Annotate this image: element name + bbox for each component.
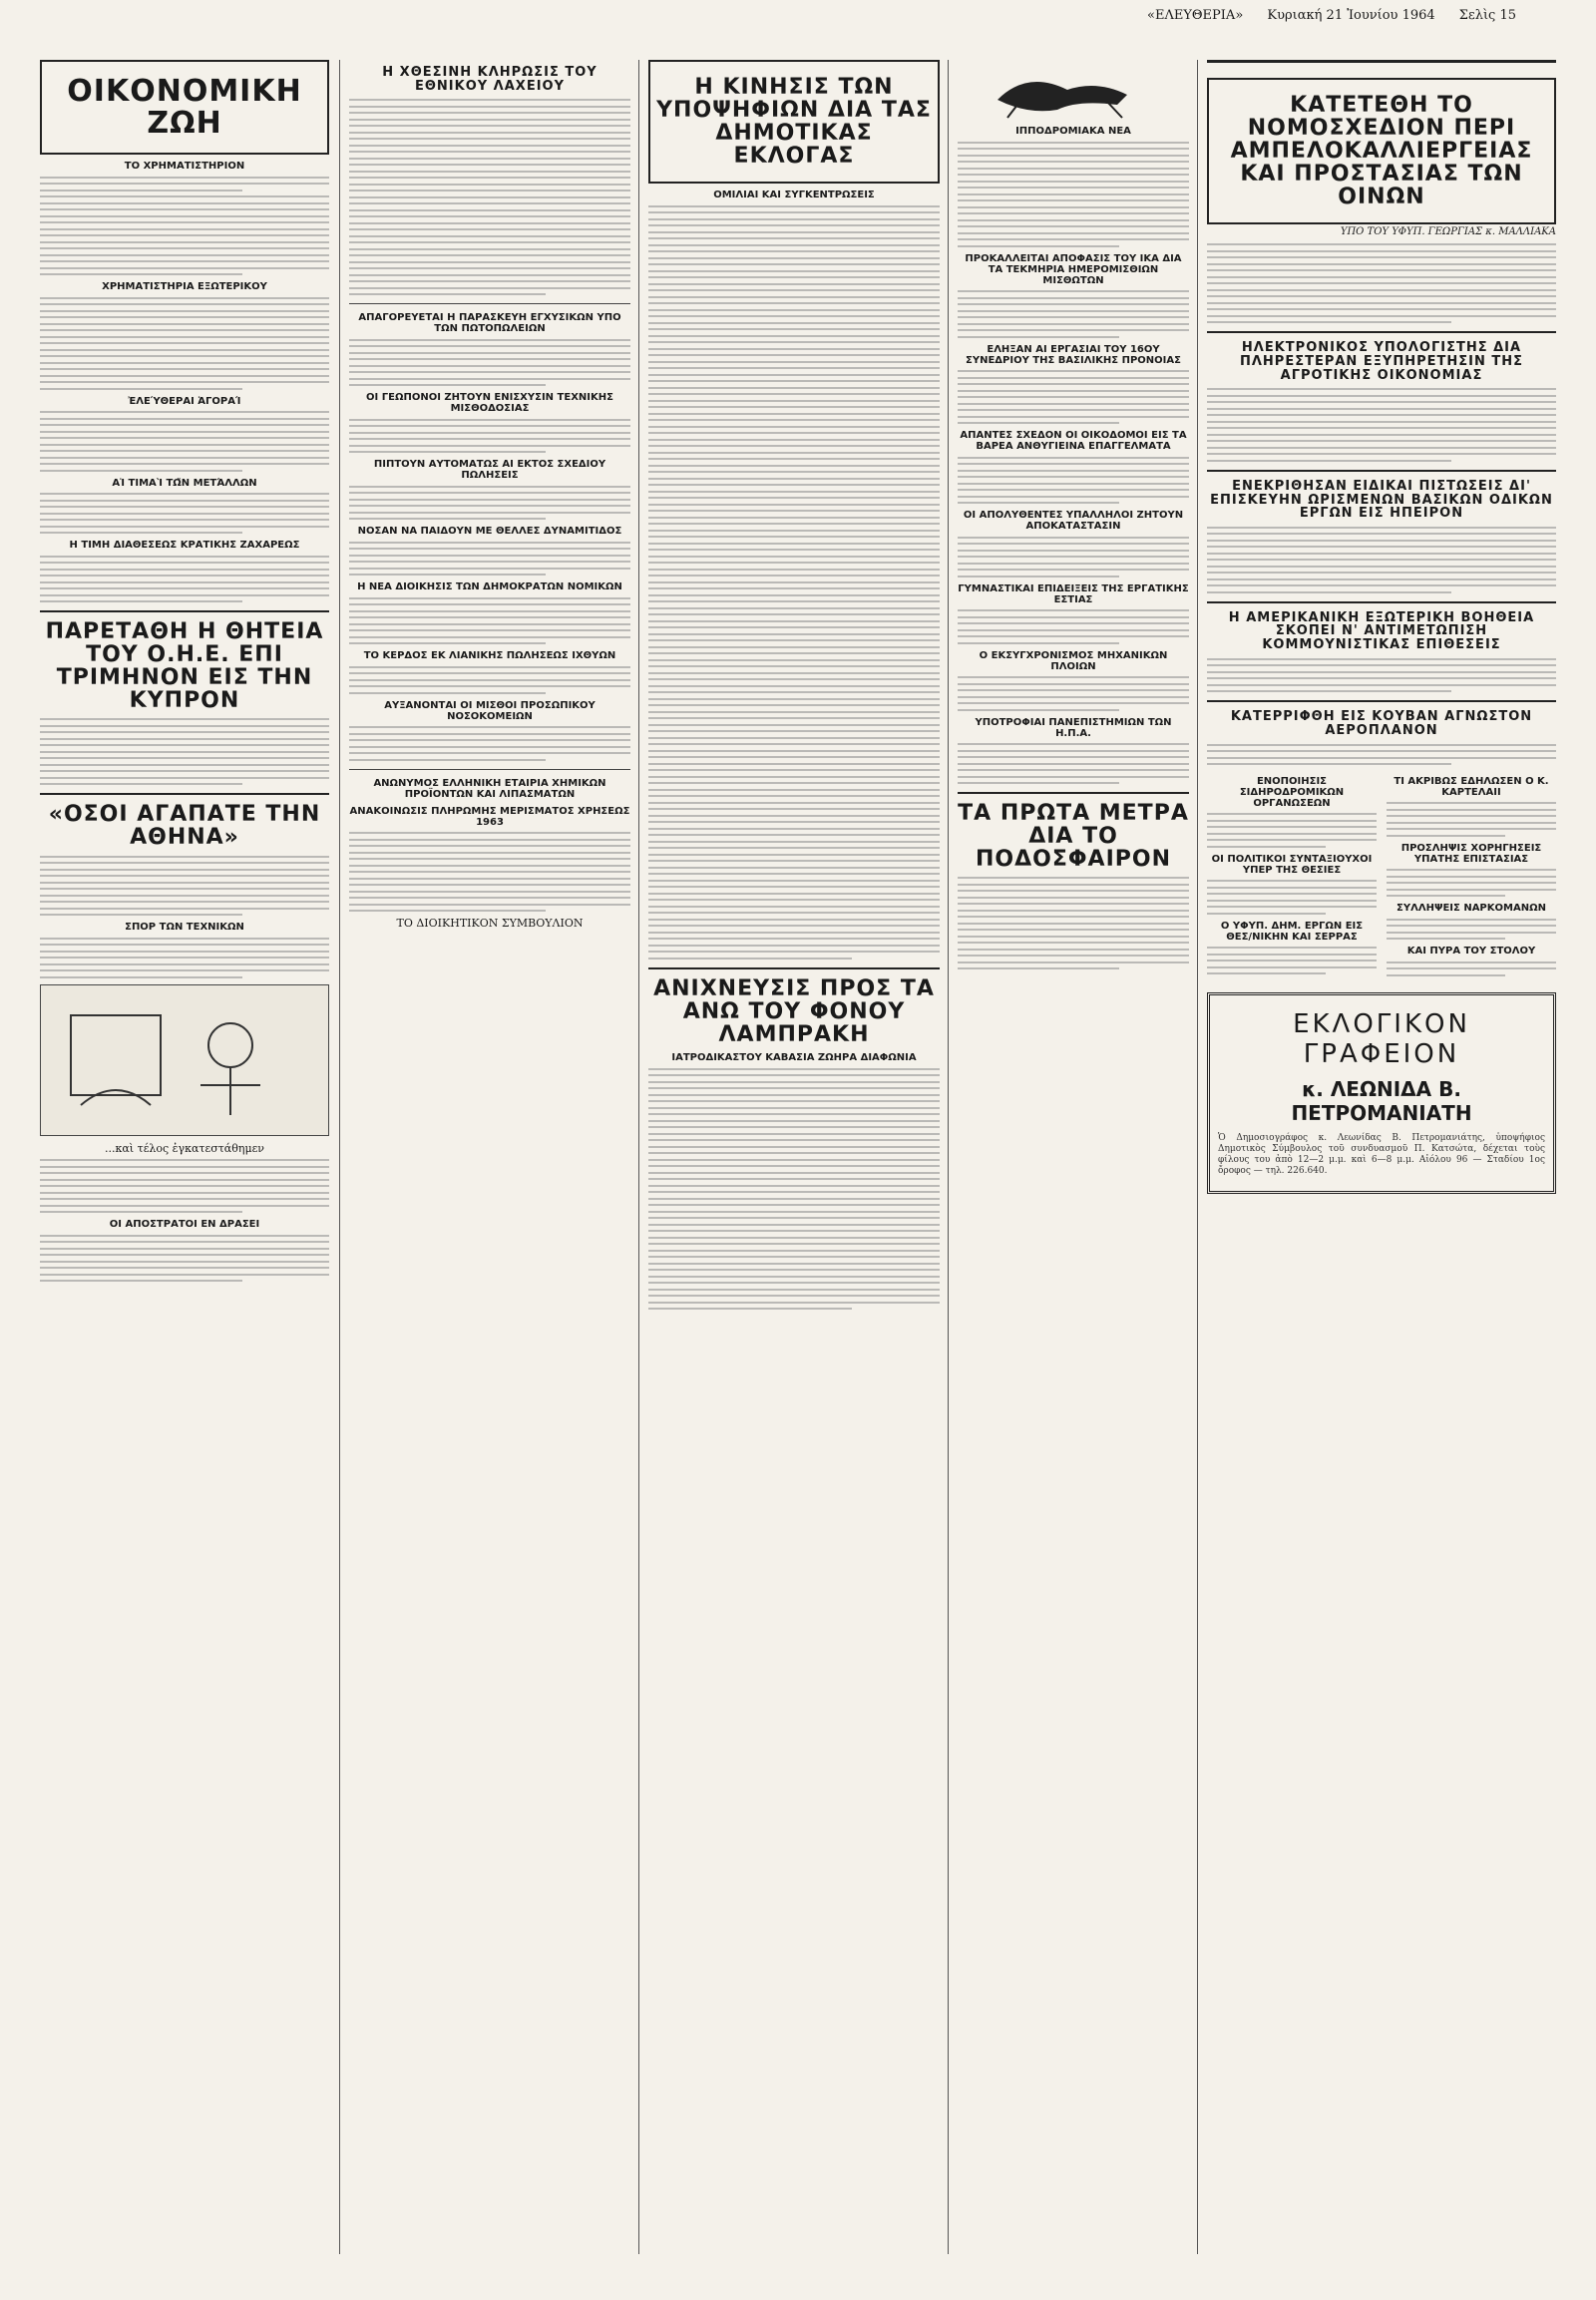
column-politics [1207,60,1556,2254]
article-text [349,486,630,521]
article-text [958,370,1189,424]
subhead-coroner: ΙΑΤΡΟΔΙΚΑΣΤΟΥ ΚΑΒΑΣΙΑ ΖΩΗΡΑ ΔΙΑΦΩΝΙΑ [671,1052,917,1064]
article-text [40,1235,329,1283]
ad-title: ΕΚΛΟΓΙΚΟΝ ΓΡΑΦΕΙΟΝ [1293,1009,1470,1070]
subhead-sugar-price: Η ΤΙΜΗ ΔΙΑΘΕΣΕΩΣ ΚΡΑΤΙΚΗΣ ΖΑΧΑΡΕΩΣ [69,540,300,551]
subhead-free-markets: ἘΛΕΎΘΕΡΑΙ ἈΓΟΡΑΊ [128,395,241,407]
headline-athens: «ΟΣΟΙ ΑΓΑΠΑΤΕ ΤΗΝ ΑΘΗΝΑ» [48,802,321,851]
subhead-lawyers: Η ΝΕΑ ΔΙΟΙΚΗΣΙΣ ΤΩΝ ΔΗΜΟΚΡΑΤΩΝ ΝΟΜΙΚΩΝ [357,581,622,593]
article-text [40,938,329,978]
article-text [958,743,1189,784]
article-text [40,177,329,192]
headline-un-cyprus: ΠΑΡΕΤΑΘΗ Η ΘΗΤΕΙΑ ΤΟΥ Ο.Η.Ε. ΕΠΙ ΤΡΙΜΗΝΟΝ ΕΙΣ ΤΗΝ ΚΥΠΡΟΝ [45,619,324,714]
masthead-paper: «ΕΛΕΥΘΕΡΙΑ» [1147,8,1244,23]
subhead-metal-prices: ΑἹ ΤΙΜΑῚ ΤΩ͂Ν ΜΕΤΆΛΛΩΝ [112,477,257,489]
byline: ΥΠΟ ΤΟΥ ΥΦΥΠ. ΓΕΩΡΓΙΑΣ κ. ΜΑΛΛΙΑΚΑ [1340,226,1556,238]
separator [349,769,630,770]
two-column-block [1207,770,1556,981]
subhead-agronomists: ΟΙ ΓΕΩΠΟΝΟΙ ΖΗΤΟΥΝ ΕΝΙΣΧΥΣΙΝ ΤΕΧΝΙΚΗΣ ΜΙΣΘΟΔΟΣΙΑΣ [366,392,613,415]
subhead-tavern-ban: ΑΠΑΓΟΡΕΥΕΤΑΙ Η ΠΑΡΑΣΚΕΥΗ ΕΓΧΥΣΙΚΩΝ ΥΠΟ ΤΩΝ ΠΩΤΟΠΩΛΕΙΩΝ [358,312,621,335]
subhead-speeches: ΟΜΙΛΙΑΙ ΚΑΙ ΣΥΓΚΕΝΤΡΩΣΕΙΣ [713,190,875,201]
column-rule [948,60,949,2254]
cartoon-drawing [41,985,328,1135]
subhead-pensioners: ΟΙ ΠΟΛΙΤΙΚΟΙ ΣΥΝΤΑΞΙΟΥΧΟΙ ΥΠΕΡ ΤΗΣ ΘΕΣΙΕΣ [1211,853,1373,876]
article-text [958,676,1189,711]
article-text [349,726,630,761]
article-text [1387,919,1556,941]
newspaper-page [40,60,1556,2254]
cartoon-caption: ...καὶ τέλος ἐγκατεστάθημεν [105,1141,264,1155]
article-text [40,1159,329,1213]
lottery-table [349,99,630,295]
subhead-welfare-congress: ΕΛΗΞΑΝ ΑΙ ΕΡΓΑΣΙΑΙ ΤΟΥ 16ΟΥ ΣΥΝΕΔΡΙΟΥ ΤΗΣ ΒΑΣΙΛΙΚΗΣ ΠΡΟΝΟΙΑΣ [966,343,1181,366]
separator [349,303,630,304]
subhead-dividend: ΑΝΑΚΟΙΝΩΣΙΣ ΠΛΗΡΩΜΗΣ ΜΕΡΙΣΜΑΤΟΣ ΧΡΗΣΕΩΣ 1963 [349,805,630,828]
subhead-kartelai: ΤΙ ΑΚΡΙΒΩΣ ΕΔΗΛΩΣΕΝ Ο Κ. ΚΑΡΤΕΛΑΙΙ [1394,775,1549,798]
article-text [349,832,630,912]
article-text [1387,869,1556,897]
separator [958,792,1189,794]
horse-racing-icon [958,60,1187,120]
horse-racing-logo [958,60,1189,120]
subhead-veterans: ΟΙ ΑΠΟΣΤΡΑΤΟΙ ΕΝ ΔΡΑΣΕΙ [109,1219,260,1231]
subhead-gymnastics: ΓΥΜΝΑΣΤΙΚΑΙ ΕΠΙΔΕΙΞΕΙΣ ΤΗΣ ΕΡΓΑΤΙΚΗΣ ΕΣΤΙΑΣ [958,582,1189,605]
separator [1207,470,1556,472]
subhead-deputy-minister: Ο ΥΦΥΠ. ΔΗΜ. ΕΡΓΩΝ ΕΙΣ ΘΕΣ/ΝΙΚΗΝ ΚΑΙ ΣΕΡΡΑΣ [1220,920,1364,943]
subhead-fleet-fire: ΚΑΙ ΠΥΡΑ ΤΟΥ ΣΤΟΛΟΥ [1406,946,1536,958]
headline-box [1207,78,1556,224]
article-text [349,542,630,576]
article-text [349,419,630,454]
subhead-drug-arrests: ΣΥΛΛΗΨΕΙΣ ΝΑΡΚΟΜΑΝΩΝ [1396,903,1546,915]
headline-lambrakis: ΑΝΙΧΝΕΥΣΙΣ ΠΡΟΣ ΤΑ ΑΝΩ ΤΟΥ ΦΟΝΟΥ ΛΑΜΠΡΑΚΗ [653,975,935,1048]
article-text [958,457,1189,505]
article-text [40,718,329,785]
board-signature: ΤΟ ΔΙΟΙΚΗΤΙΚΟΝ ΣΥΜΒΟΥΛΙΟΝ [396,916,584,930]
subhead-ship-engineers: Ο ΕΚΣΥΓΧΡΟΝΙΣΜΟΣ ΜΗΧΑΝΙΚΩΝ ΠΛΟΙΩΝ [979,649,1168,672]
article-text [648,1068,940,1311]
article-text [1207,388,1556,462]
header-bar [1207,60,1556,63]
article-text [1207,947,1377,974]
article-text [1207,744,1556,766]
column-rule [339,60,340,2254]
headline-epirus-roads: ΕΝΕΚΡΙΘΗΣΑΝ ΕΙΔΙΚΑΙ ΠΙΣΤΩΣΕΙΣ ΔΙ' ΕΠΙΣΚΕΥΗΝ ΩΡΙΣΜΕΝΩΝ ΒΑΣΙΚΩΝ ΟΔΙΚΩΝ ΕΡΓΩΝ ΕΙΣ ΗΠΕΙΡΟΝ [1210,478,1553,522]
subhead-dismissed-staff: ΟΙ ΑΠΟΛΥΘΕΝΤΕΣ ΥΠΑΛΛΗΛΟΙ ΖΗΤΟΥΝ ΑΠΟΚΑΤΑΣΤΑΣΙΝ [963,510,1184,532]
subhead-stock-exchange: ΤΟ ΧΡΗΜΑΤΙΣΤΗΡΙΟΝ [124,161,245,172]
subhead-hospital-staff: ΑΥΞΑΝΟΝΤΑΙ ΟΙ ΜΙΣΘΟΙ ΠΡΟΣΩΠΙΚΟΥ ΝΟΣΟΚΟΜΕΙΩΝ [384,699,596,722]
separator [40,793,329,795]
article-text [648,205,940,959]
article-text [1207,658,1556,693]
ad-text: Ὁ Δημοσιογράφος κ. Λεωνίδας Β. Πετρομανιάτης, ὑποψήφιος Δημοτικὸς Σύμβουλος τοῦ συνδυασμοῦ Π. Κατσώτα, δέχεται τοὺς φίλους του ἀπὸ 12—2 μ.μ. καὶ 6—8 μ.μ. Αἰόλου 96 — Σταδίου 1ος ὄροφος — τηλ. 226.640. [1218,1133,1545,1177]
separator [648,967,940,969]
article-text [349,597,630,645]
article-text [958,142,1189,247]
subhead-builders: ΑΠΑΝΤΕΣ ΣΧΕΔΟΝ ΟΙ ΟΙΚΟΔΟΜΟΙ ΕΙΣ ΤΑ ΒΑΡΕΑ ΑΝΘΥΓΙΕΙΝΑ ΕΠΑΓΓΕΛΜΑΤΑ [960,430,1187,452]
article-text [1207,527,1556,593]
separator [40,610,329,612]
subhead-racing: ΙΠΠΟΔΡΟΜΙΑΚΑ ΝΕΑ [1015,126,1131,137]
article-text [349,339,630,387]
article-text [40,411,329,472]
article-text [1207,813,1377,848]
article-text [1207,243,1556,323]
article-text [1207,880,1377,915]
subhead-ika: ΠΡΟΚΑΛΛΕΙΤΑΙ ΑΠΟΦΑΣΙΣ ΤΟΥ ΙΚΑ ΔΙΑ ΤΑ ΤΕΚΜΗΡΙΑ ΗΜΕΡΟΜΙΣΘΙΩΝ ΜΙΣΘΩΤΩΝ [965,252,1182,286]
article-text [349,666,630,694]
headline-wine-law: ΚΑΤΕΤΕΘΗ ΤΟ ΝΟΜΟΣΧΕΔΙΟΝ ΠΕΡΙ ΑΜΠΕΛΟΚΑΛΛΙΕΡΓΕΙΑΣ ΚΑΙ ΠΡΟΣΤΑΣΙΑΣ ΤΩΝ ΟΙΝΩΝ [1230,93,1533,210]
ad-name: κ. ΛΕΩΝΙΔΑ Β. ΠΕΤΡΟΜΑΝΙΑΤΗ [1291,1077,1472,1126]
column-economy [40,60,329,2254]
column-rule [638,60,639,2254]
subhead-technicians: ΣΠΟΡ ΤΩΝ ΤΕΧΝΙΚΩΝ [125,922,244,934]
section-title-box [40,60,329,155]
article-text [958,609,1189,644]
headline-candidates: Η ΚΙΝΗΣΙΣ ΤΩΝ ΥΠΟΨΗΦΙΩΝ ΔΙΑ ΤΑΣ ΔΗΜΟΤΙΚΑΣ ΕΚΛΟΓΑΣ [656,75,932,170]
subhead-dynamite: ΝΟΣΑΝ ΝΑ ΠΑΙΔΟΥΝ ΜΕ ΘΕΛΛΕΣ ΔΥΝΑΜΙΤΙΔΟΣ [357,526,622,538]
article-text [958,290,1189,338]
section-title: ΟΙΚΟΝΟΜΙΚΗ ΖΩΗ [67,74,302,141]
subhead-sales: ΠΙΠΤΟΥΝ ΑΥΤΟΜΑΤΩΣ ΑΙ ΕΚΤΟΣ ΣΧΕΔΙΟΥ ΠΩΛΗΣΕΙΣ [373,459,606,482]
headline-cuba-plane: ΚΑΤΕΡΡΙΦΘΗ ΕΙΣ ΚΟΥΒΑΝ ΑΓΝΩΣΤΟΝ ΑΕΡΟΠΛΑΝΟΝ [1230,709,1533,738]
article-text [40,493,329,534]
article-text [40,556,329,603]
article-text [958,877,1189,969]
headline-football: ΤΑ ΠΡΩΤΑ ΜΕΤΡΑ ΔΙΑ ΤΟ ΠΟΔΟΣΦΑΙΡΟΝ [958,801,1189,873]
article-text [40,856,329,917]
stats-table [40,195,329,275]
subhead-foreign-exchanges: ΧΡΗΜΑΤΙΣΤΗΡΙΑ ΕΞΩΤΕΡΙΚΟΥ [102,281,267,292]
cartoon [40,984,329,1136]
masthead-page: Σελὶς 15 [1458,8,1516,23]
subhead-scholarships: ΥΠΟΤΡΟΦΙΑΙ ΠΑΝΕΠΙΣΤΗΜΙΩΝ ΤΩΝ Η.Π.Α. [975,716,1172,739]
subhead-fish: ΤΟ ΚΕΡΔΟΣ ΕΚ ΛΙΑΝΙΚΗΣ ΠΩΛΗΣΕΩΣ ΙΧΘΥΩΝ [363,650,616,662]
subhead-grants: ΠΡΟΣΛΗΨΙΣ ΧΟΡΗΓΗΣΕΙΣ ΥΠΑΤΗΣ ΕΠΙΣΤΑΣΙΑΣ [1400,842,1542,865]
column-lottery [349,60,630,2254]
headline-box [648,60,940,184]
article-text [958,537,1189,577]
headline-us-aid: Η ΑΜΕΡΙΚΑΝΙΚΗ ΕΞΩΤΕΡΙΚΗ ΒΟΗΘΕΙΑ ΣΚΟΠΕΙ Ν' ΑΝΤΙΜΕΤΩΠΙΣΗ ΚΟΜΜΟΥΝΙΣΤΙΚΑΣ ΕΠΙΘΕΣΕΙΣ [1228,609,1535,653]
column-misc [958,60,1189,2254]
column-rule [1197,60,1198,2254]
headline-lottery: Η ΧΘΕΣΙΝΗ ΚΛΗΡΩΣΙΣ ΤΟΥ ΕΘΝΙΚΟΥ ΛΑΧΕΙΟΥ [382,65,598,94]
masthead-date: Κυριακή 21 Ἰουνίου 1964 [1267,8,1435,23]
subhead-company: ΑΝΩΝΥΜΟΣ ΕΛΛΗΝΙΚΗ ΕΤΑΙΡΙΑ ΧΗΜΙΚΩΝ ΠΡΟΪΟΝΤΩΝ ΚΑΙ ΛΙΠΑΣΜΑΤΩΝ [373,777,606,800]
separator [1207,601,1556,603]
election-office-ad [1207,992,1556,1194]
subhead-railway: ΕΝΟΠΟΙΗΣΙΣ ΣΙΔΗΡΟΔΡΟΜΙΚΩΝ ΟΡΓΑΝΩΣΕΩΝ [1239,775,1345,809]
separator [1207,331,1556,333]
separator [1207,700,1556,702]
headline-computer: ΗΛΕΚΤΡΟΝΙΚΟΣ ΥΠΟΛΟΓΙΣΤΗΣ ΔΙΑ ΠΛΗΡΕΣΤΕΡΑΝ ΕΞΥΠΗΡΕΤΗΣΙΝ ΤΗΣ ΑΓΡΟΤΙΚΗΣ ΟΙΚΟΝΟΜΙΑΣ [1239,340,1524,383]
article-text [1387,802,1556,837]
article-text [40,297,329,390]
masthead [1147,8,1516,23]
article-text [1387,961,1556,976]
column-elections [648,60,940,2254]
